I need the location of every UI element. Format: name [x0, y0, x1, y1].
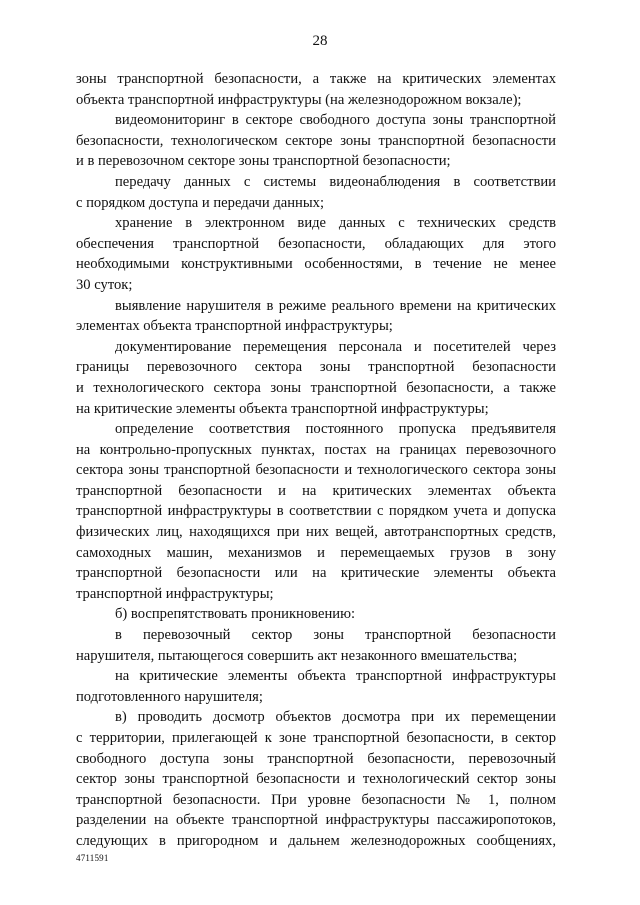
text-line: видеомониторинг в секторе свободного доступа зоны транспортной: [115, 112, 556, 129]
text-line: передачу данных с системы видеонаблюдения в соответствии: [115, 173, 556, 190]
text-line: свободного доступа зоны транспортной безопасности, перевозочный: [76, 750, 556, 767]
text-line: на критические элементы объекта транспортной инфраструктуры: [115, 668, 556, 685]
text-line: 30 суток;: [76, 276, 133, 293]
text-line: разделении на объекте транспортной инфраструктуры пассажиропотоков,: [76, 812, 556, 829]
text-line: самоходных машин, механизмов и перемещаемых грузов в зону: [76, 544, 556, 561]
text-line: объекта транспортной инфраструктуры (на железнодорожном вокзале);: [76, 91, 522, 108]
text-line: следующих в пригородном и дальнем железнодорожных сообщениях,: [76, 832, 556, 849]
text-line: хранение в электронном виде данных с технических средств: [115, 215, 556, 232]
text-line: определение соответствия постоянного пропуска предъявителя: [115, 421, 556, 438]
text-line: транспортной безопасности. При уровне безопасности № 1, полном: [76, 791, 556, 808]
document-body: [76, 69, 556, 852]
text-line: транспортной безопасности или на критические элементы объекта: [76, 565, 556, 582]
text-line: необходимыми конструктивными особенностями, в течение не менее: [76, 256, 556, 273]
page-number: 28: [312, 33, 328, 49]
text-line: в перевозочный сектор зоны транспортной безопасности: [115, 627, 556, 644]
text-line: транспортной инфраструктуры;: [76, 585, 274, 602]
text-line: физических лиц, находящихся при них вещей, автотранспортных средств,: [76, 524, 556, 541]
text-line: на критические элементы объекта транспортной инфраструктуры;: [76, 400, 489, 417]
text-line: границы перевозочного сектора зоны транспортной безопасности: [76, 359, 556, 376]
text-line: с территории, прилегающей к зоне транспортной безопасности, в сектор: [76, 730, 556, 746]
text-line: и технологического сектора зоны транспортной безопасности, а также: [76, 379, 556, 396]
text-line: на контрольно-пропускных пунктах, постах на границах перевозочного: [76, 441, 556, 458]
text-line: зоны транспортной безопасности, а также на критических элементах: [76, 71, 556, 87]
text-line: транспортной инфраструктуры в соответствии с порядком учета и допуска: [76, 503, 556, 520]
text-line: б) воспрепятствовать проникновению:: [115, 606, 356, 623]
text-line: в) проводить досмотр объектов досмотра при их перемещении: [115, 709, 556, 726]
text-line: транспортной безопасности и на критических элементах объекта: [76, 482, 556, 499]
text-line: обеспечения транспортной безопасности, обладающих для этого: [76, 235, 556, 252]
text-line: элементах объекта транспортной инфраструктуры;: [76, 318, 393, 335]
text-line: сектор зоны транспортной безопасности и технологический сектор зоны: [76, 771, 556, 788]
text-line: и в перевозочном секторе зоны транспортной безопасности;: [76, 153, 451, 170]
text-line: безопасности, технологическом секторе зоны транспортной безопасности: [76, 132, 556, 149]
document-code: 4711591: [76, 853, 109, 863]
text-line: сектора зоны транспортной безопасности и технологического сектора зоны: [76, 462, 556, 479]
text-line: документирование перемещения персонала и посетителей через: [115, 338, 556, 355]
text-line: подготовленного нарушителя;: [76, 688, 263, 705]
text-line: нарушителя, пытающегося совершить акт незаконного вмешательства;: [76, 647, 518, 664]
text-line: с порядком доступа и передачи данных;: [76, 194, 325, 211]
text-line: выявление нарушителя в режиме реального времени на критических: [115, 297, 556, 314]
